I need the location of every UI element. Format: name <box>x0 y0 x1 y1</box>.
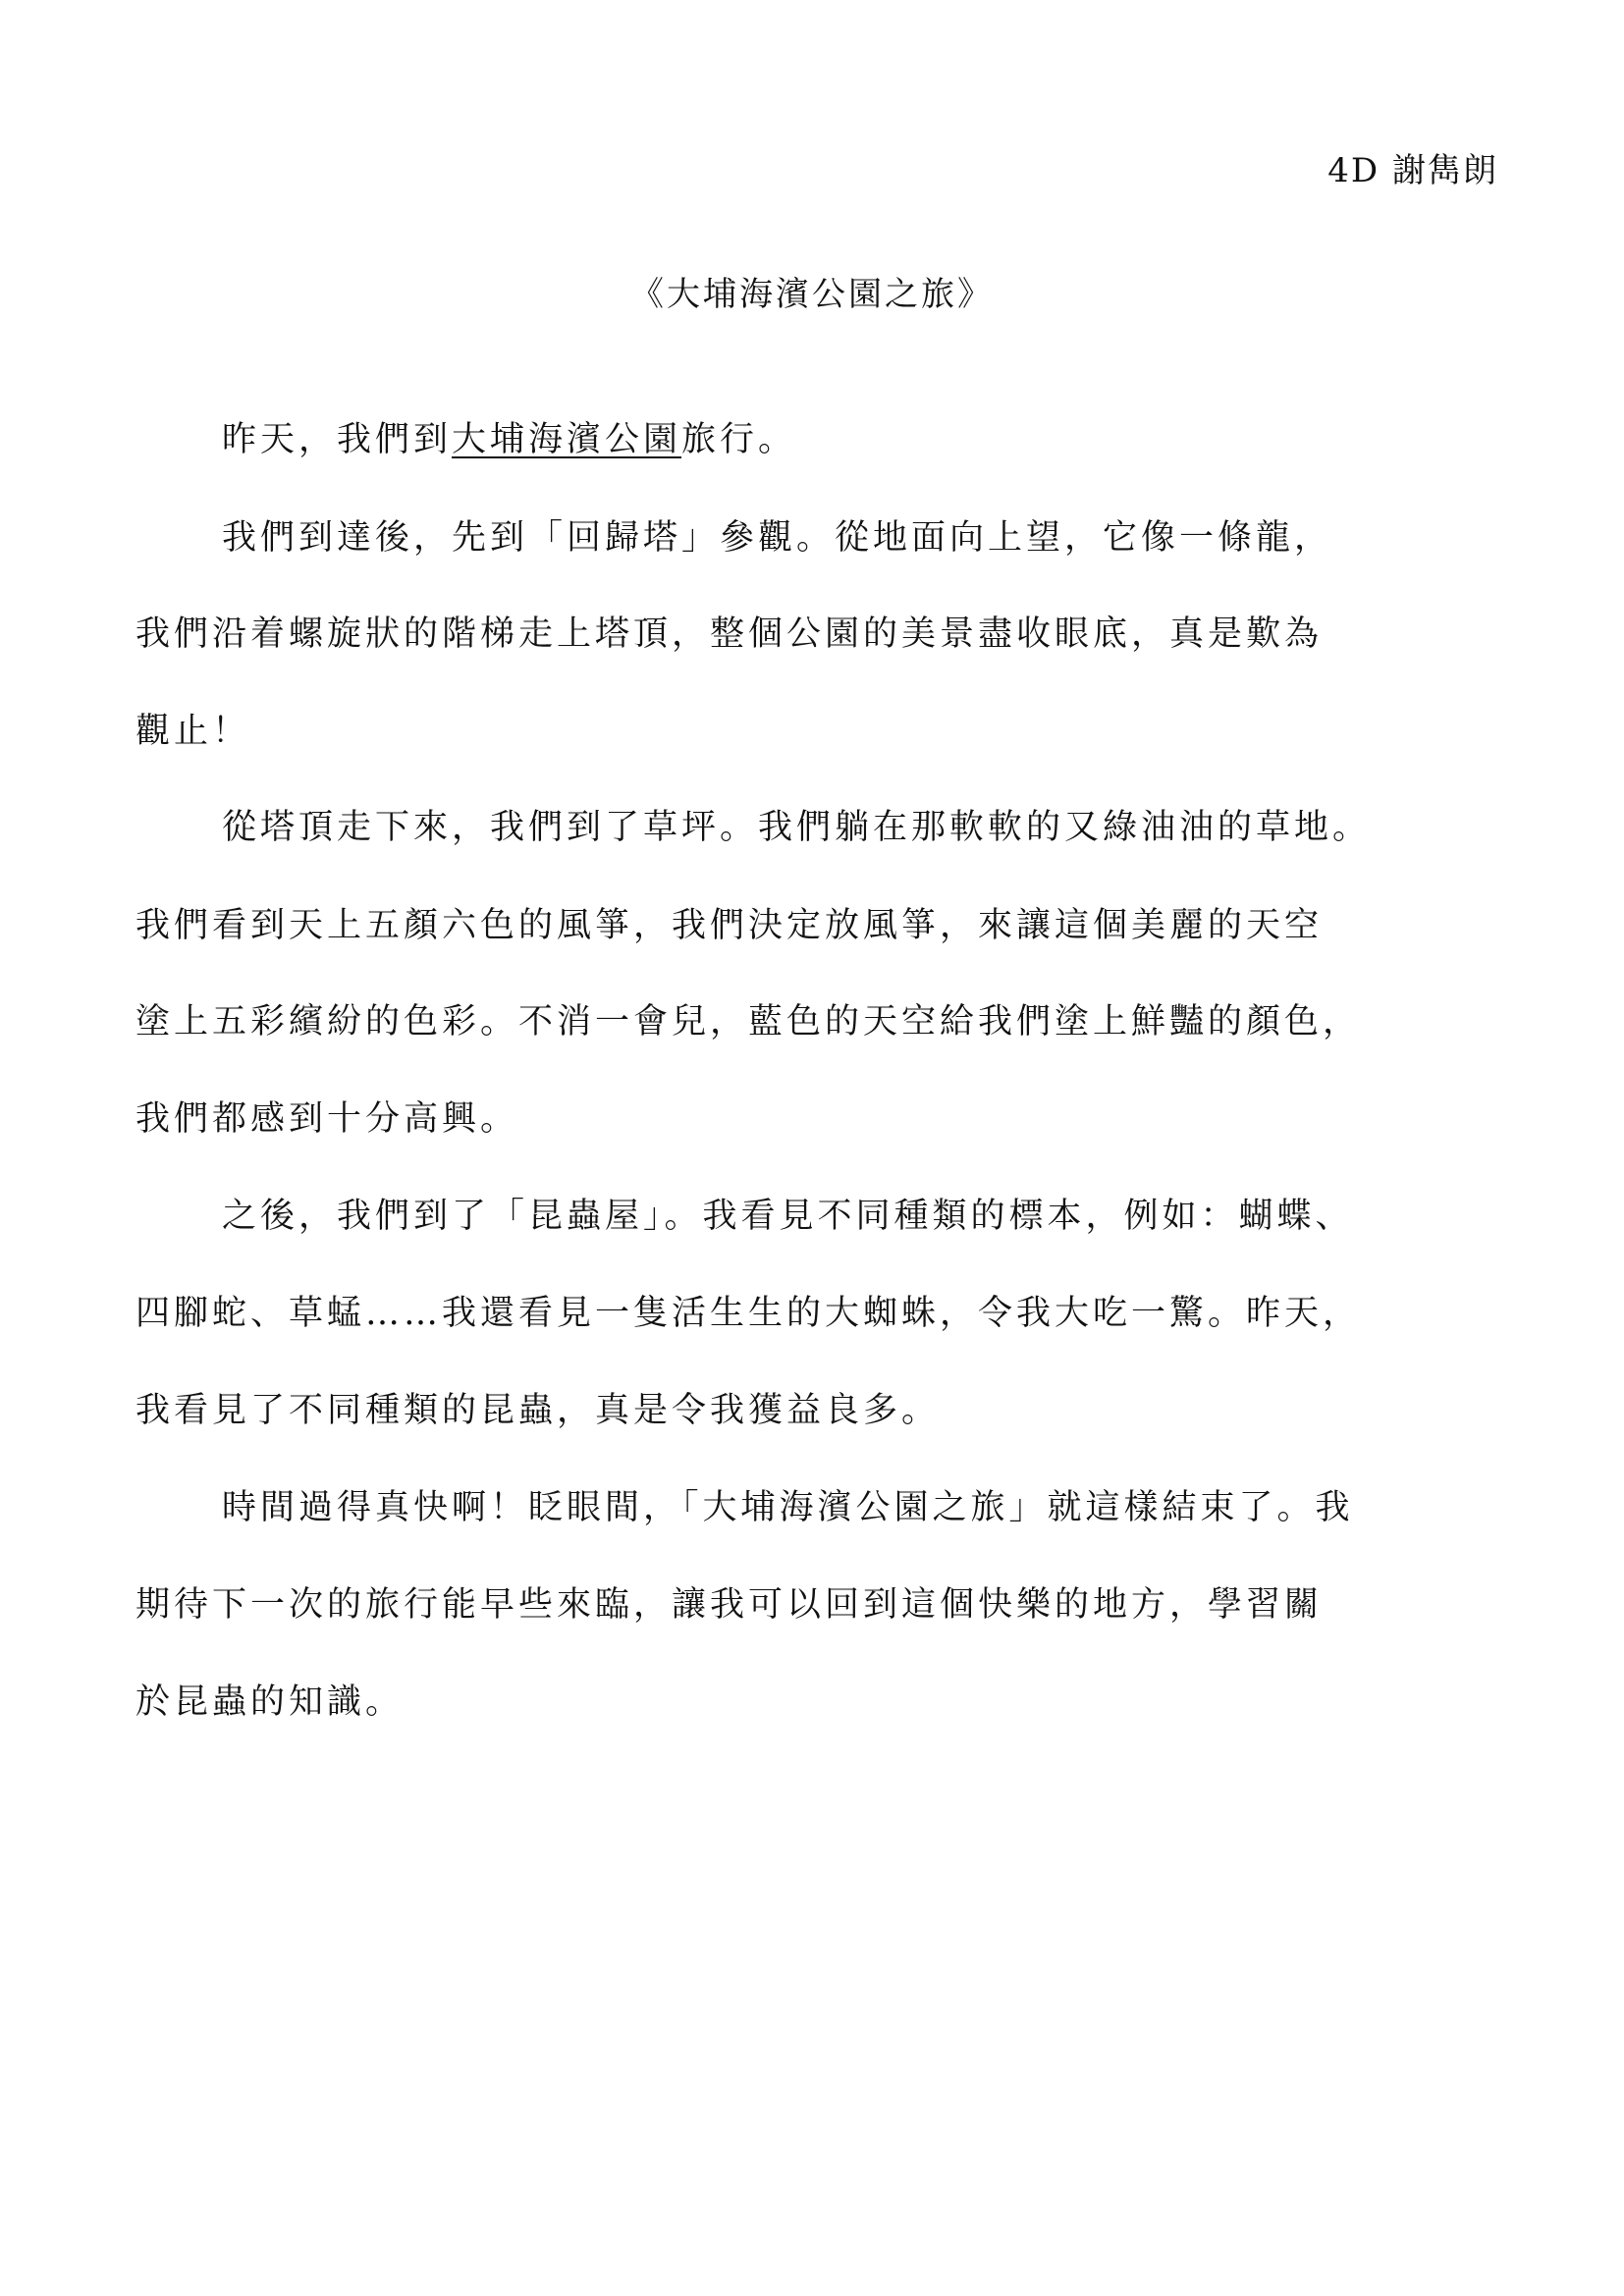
paragraph-3-line-2: 我們看到天上五顏六色的風箏，我們決定放風箏，來讓這個美麗的天空 <box>135 906 1324 945</box>
paragraph-3-line-1: 從塔頂走下來，我們到了草坪。我們躺在那軟軟的又綠油油的草地。 <box>222 808 1372 847</box>
paragraph-2-line-2: 我們沿着螺旋狀的階梯走上塔頂，整個公園的美景盡收眼底，真是歎為 <box>135 614 1324 654</box>
paragraph-5-line-3: 於昆蟲的知識。 <box>135 1682 405 1722</box>
author-line: 4D 謝雋朗 <box>1327 151 1498 190</box>
paragraph-1-text-before: 昨天，我們到 <box>222 420 453 459</box>
paragraph-2-line-1: 我們到達後，先到「回歸塔」參觀。從地面向上望，它像一條龍， <box>222 518 1333 558</box>
paragraph-4-line-3: 我看見了不同種類的昆蟲，真是令我獲益良多。 <box>135 1391 941 1430</box>
paragraph-1-text-after: 旅行。 <box>681 420 797 459</box>
place-name-underlined: 大埔海濱公園 <box>452 420 682 459</box>
paragraph-3-line-4: 我們都感到十分高興。 <box>135 1099 519 1139</box>
paragraph-5-line-1: 時間過得真快啊！眨眼間，「大埔海濱公園之旅」就這樣結束了。我 <box>222 1488 1354 1527</box>
paragraph-4-line-2: 四腳蛇、草蜢……我還看見一隻活生生的大蜘蛛，令我大吃一驚。昨天， <box>135 1294 1362 1333</box>
paragraph-1-line-1 <box>222 412 796 461</box>
paragraph-3-line-3: 塗上五彩繽紛的色彩。不消一會兒，藍色的天空給我們塗上鮮豔的顏色， <box>135 1002 1362 1041</box>
paragraph-5-line-2: 期待下一次的旅行能早些來臨，讓我可以回到這個快樂的地方，學習關 <box>135 1585 1324 1625</box>
paragraph-4-line-1: 之後，我們到了「昆蟲屋」。我看見不同種類的標本，例如：蝴蝶、 <box>222 1197 1354 1236</box>
paragraph-2-line-3: 觀止！ <box>135 712 251 751</box>
essay-title: 《大埔海濱公園之旅》 <box>630 275 994 314</box>
